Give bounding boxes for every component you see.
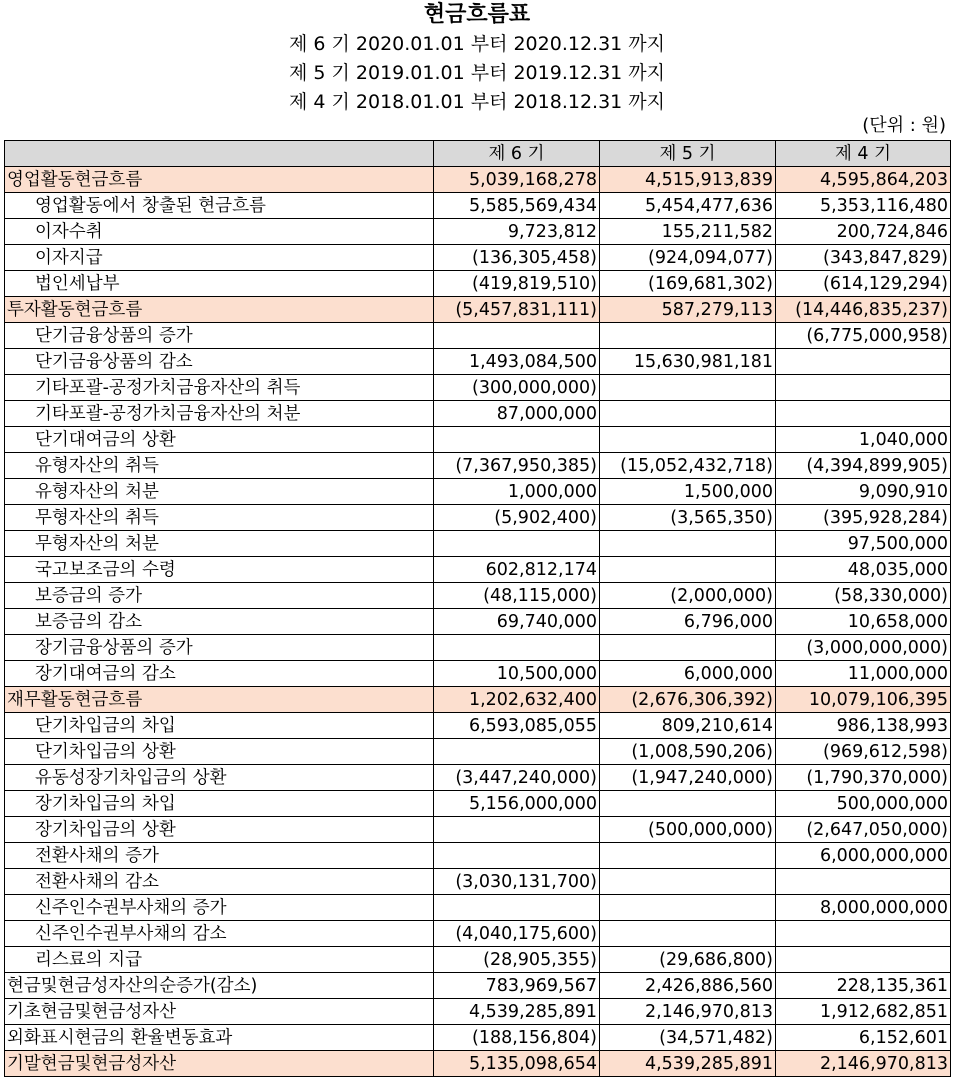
value-period-5: 2,426,886,560 — [600, 973, 776, 999]
value-period-4: 11,000,000 — [776, 661, 951, 687]
value-period-4: 6,000,000,000 — [776, 843, 951, 869]
value-period-5 — [600, 323, 776, 349]
value-period-5: 4,515,913,839 — [600, 167, 776, 193]
row-label: 리스료의 지급 — [5, 947, 434, 973]
value-period-6 — [434, 817, 600, 843]
row-label: 단기차입금의 차입 — [5, 713, 434, 739]
table-row — [5, 739, 951, 765]
value-period-5: (924,094,077) — [600, 245, 776, 271]
table-row — [5, 349, 951, 375]
value-period-6: 5,135,098,654 — [434, 1051, 600, 1077]
row-label: 신주인수권부사채의 증가 — [5, 895, 434, 921]
value-period-4: (4,394,899,905) — [776, 453, 951, 479]
row-label: 유동성장기차입금의 상환 — [5, 765, 434, 791]
table-row — [5, 921, 951, 947]
table-row — [5, 869, 951, 895]
value-period-5: 15,630,981,181 — [600, 349, 776, 375]
table-row — [5, 193, 951, 219]
value-period-5: (2,676,306,392) — [600, 687, 776, 713]
value-period-6: (188,156,804) — [434, 1025, 600, 1051]
table-body — [5, 167, 951, 1077]
value-period-5: (169,681,302) — [600, 271, 776, 297]
value-period-6: 5,585,569,434 — [434, 193, 600, 219]
value-period-4 — [776, 947, 951, 973]
value-period-5: 4,539,285,891 — [600, 1051, 776, 1077]
row-label: 단기금융상품의 감소 — [5, 349, 434, 375]
value-period-5 — [600, 869, 776, 895]
header-period-4: 제 4 기 — [776, 141, 951, 167]
value-period-4: 8,000,000,000 — [776, 895, 951, 921]
row-label: 기초현금및현금성자산 — [5, 999, 434, 1025]
row-label: 장기차입금의 차입 — [5, 791, 434, 817]
value-period-6: (3,030,131,700) — [434, 869, 600, 895]
value-period-6: 4,539,285,891 — [434, 999, 600, 1025]
value-period-4: 5,353,116,480 — [776, 193, 951, 219]
table-row — [5, 661, 951, 687]
value-period-4: (395,928,284) — [776, 505, 951, 531]
row-label: 이자수취 — [5, 219, 434, 245]
value-period-6: (5,457,831,111) — [434, 297, 600, 323]
value-period-4: 500,000,000 — [776, 791, 951, 817]
value-period-5: (1,008,590,206) — [600, 739, 776, 765]
value-period-4: 1,040,000 — [776, 427, 951, 453]
table-row — [5, 401, 951, 427]
value-period-4 — [776, 869, 951, 895]
table-row — [5, 583, 951, 609]
value-period-4: 10,658,000 — [776, 609, 951, 635]
table-row — [5, 557, 951, 583]
value-period-5: 5,454,477,636 — [600, 193, 776, 219]
header-period-6: 제 6 기 — [434, 141, 600, 167]
value-period-5: 809,210,614 — [600, 713, 776, 739]
value-period-5: 1,500,000 — [600, 479, 776, 505]
value-period-4: (6,775,000,958) — [776, 323, 951, 349]
value-period-5: (2,000,000) — [600, 583, 776, 609]
value-period-6: 783,969,567 — [434, 973, 600, 999]
value-period-6 — [434, 427, 600, 453]
value-period-5 — [600, 557, 776, 583]
value-period-4: (58,330,000) — [776, 583, 951, 609]
row-label: 전환사채의 증가 — [5, 843, 434, 869]
table-row — [5, 297, 951, 323]
row-label: 기말현금및현금성자산 — [5, 1051, 434, 1077]
row-label: 무형자산의 처분 — [5, 531, 434, 557]
value-period-5: 2,146,970,813 — [600, 999, 776, 1025]
value-period-6 — [434, 843, 600, 869]
report-title: 현금흐름표 — [423, 2, 531, 27]
unit-label: (단위 : 원) — [862, 115, 946, 136]
value-period-4: (2,647,050,000) — [776, 817, 951, 843]
table-row — [5, 219, 951, 245]
row-label: 이자지급 — [5, 245, 434, 271]
value-period-6 — [434, 323, 600, 349]
table-row — [5, 505, 951, 531]
row-label: 단기대여금의 상환 — [5, 427, 434, 453]
value-period-6: (300,000,000) — [434, 375, 600, 401]
value-period-6: (5,902,400) — [434, 505, 600, 531]
value-period-5: 6,796,000 — [600, 609, 776, 635]
row-label: 무형자산의 취득 — [5, 505, 434, 531]
value-period-4: 2,146,970,813 — [776, 1051, 951, 1077]
value-period-5 — [600, 791, 776, 817]
table-row — [5, 323, 951, 349]
table-row — [5, 427, 951, 453]
table-row — [5, 271, 951, 297]
row-label: 단기금융상품의 증가 — [5, 323, 434, 349]
row-label: 외화표시현금의 환율변동효과 — [5, 1025, 434, 1051]
value-period-6: 87,000,000 — [434, 401, 600, 427]
table-row — [5, 531, 951, 557]
value-period-4: (343,847,829) — [776, 245, 951, 271]
value-period-4: 48,035,000 — [776, 557, 951, 583]
value-period-5 — [600, 531, 776, 557]
value-period-4: (3,000,000,000) — [776, 635, 951, 661]
value-period-6: 1,000,000 — [434, 479, 600, 505]
value-period-5: (3,565,350) — [600, 505, 776, 531]
header-period-5: 제 5 기 — [600, 141, 776, 167]
value-period-6 — [434, 531, 600, 557]
value-period-4: 228,135,361 — [776, 973, 951, 999]
row-label: 유형자산의 취득 — [5, 453, 434, 479]
table-row — [5, 999, 951, 1025]
value-period-5: (1,947,240,000) — [600, 765, 776, 791]
value-period-6: 1,493,084,500 — [434, 349, 600, 375]
row-label: 유형자산의 처분 — [5, 479, 434, 505]
row-label: 기타포괄-공정가치금융자산의 처분 — [5, 401, 434, 427]
row-label: 국고보조금의 수령 — [5, 557, 434, 583]
value-period-5: (34,571,482) — [600, 1025, 776, 1051]
cash-flow-table — [4, 140, 951, 1077]
value-period-5 — [600, 375, 776, 401]
value-period-5: 155,211,582 — [600, 219, 776, 245]
value-period-6: (419,819,510) — [434, 271, 600, 297]
row-label: 투자활동현금흐름 — [5, 297, 434, 323]
value-period-4: (614,129,294) — [776, 271, 951, 297]
table-row — [5, 167, 951, 193]
table-row — [5, 687, 951, 713]
table-row — [5, 1051, 951, 1077]
value-period-4: (969,612,598) — [776, 739, 951, 765]
row-label: 영업활동에서 창출된 현금흐름 — [5, 193, 434, 219]
table-row — [5, 843, 951, 869]
table-row — [5, 765, 951, 791]
row-label: 영업활동현금흐름 — [5, 167, 434, 193]
row-label: 단기차입금의 상환 — [5, 739, 434, 765]
table-row — [5, 713, 951, 739]
value-period-6: 1,202,632,400 — [434, 687, 600, 713]
value-period-6: 9,723,812 — [434, 219, 600, 245]
value-period-6 — [434, 739, 600, 765]
table-row — [5, 609, 951, 635]
value-period-4: 97,500,000 — [776, 531, 951, 557]
table-row — [5, 791, 951, 817]
row-label: 장기금융상품의 증가 — [5, 635, 434, 661]
value-period-5: 6,000,000 — [600, 661, 776, 687]
row-label: 장기대여금의 감소 — [5, 661, 434, 687]
value-period-5: 587,279,113 — [600, 297, 776, 323]
value-period-4: 6,152,601 — [776, 1025, 951, 1051]
value-period-5 — [600, 921, 776, 947]
value-period-6: 69,740,000 — [434, 609, 600, 635]
value-period-4: 9,090,910 — [776, 479, 951, 505]
table-row — [5, 895, 951, 921]
value-period-6 — [434, 635, 600, 661]
header-account — [5, 141, 434, 167]
row-label: 신주인수권부사채의 감소 — [5, 921, 434, 947]
value-period-6: 6,593,085,055 — [434, 713, 600, 739]
value-period-5: (15,052,432,718) — [600, 453, 776, 479]
value-period-4 — [776, 921, 951, 947]
period-line-6: 제 6 기 2020.01.01 부터 2020.12.31 까지 — [288, 33, 666, 55]
value-period-5 — [600, 635, 776, 661]
table-row — [5, 1025, 951, 1051]
table-row — [5, 479, 951, 505]
value-period-4: (14,446,835,237) — [776, 297, 951, 323]
value-period-5 — [600, 427, 776, 453]
value-period-6: 10,500,000 — [434, 661, 600, 687]
row-label: 보증금의 감소 — [5, 609, 434, 635]
value-period-4: 1,912,682,851 — [776, 999, 951, 1025]
value-period-5 — [600, 895, 776, 921]
value-period-6 — [434, 895, 600, 921]
period-line-5: 제 5 기 2019.01.01 부터 2019.12.31 까지 — [288, 62, 666, 84]
value-period-4 — [776, 401, 951, 427]
value-period-6: 602,812,174 — [434, 557, 600, 583]
value-period-4: 4,595,864,203 — [776, 167, 951, 193]
value-period-5 — [600, 843, 776, 869]
value-period-6: 5,156,000,000 — [434, 791, 600, 817]
row-label: 보증금의 증가 — [5, 583, 434, 609]
table-row — [5, 375, 951, 401]
report-header — [0, 0, 954, 117]
table-row — [5, 973, 951, 999]
row-label: 법인세납부 — [5, 271, 434, 297]
row-label: 장기차입금의 상환 — [5, 817, 434, 843]
value-period-6: (28,905,355) — [434, 947, 600, 973]
row-label: 기타포괄-공정가치금융자산의 취득 — [5, 375, 434, 401]
value-period-6: 5,039,168,278 — [434, 167, 600, 193]
row-label: 전환사채의 감소 — [5, 869, 434, 895]
value-period-5: (29,686,800) — [600, 947, 776, 973]
value-period-6: (7,367,950,385) — [434, 453, 600, 479]
table-row — [5, 635, 951, 661]
value-period-5: (500,000,000) — [600, 817, 776, 843]
table-row — [5, 245, 951, 271]
table-header-row — [5, 141, 951, 167]
value-period-6: (3,447,240,000) — [434, 765, 600, 791]
value-period-6: (136,305,458) — [434, 245, 600, 271]
period-line-4: 제 4 기 2018.01.01 부터 2018.12.31 까지 — [288, 91, 666, 113]
table-row — [5, 817, 951, 843]
value-period-4 — [776, 375, 951, 401]
table-row — [5, 947, 951, 973]
value-period-4 — [776, 349, 951, 375]
row-label: 재무활동현금흐름 — [5, 687, 434, 713]
value-period-5 — [600, 401, 776, 427]
table-row — [5, 453, 951, 479]
row-label: 현금및현금성자산의순증가(감소) — [5, 973, 434, 999]
value-period-4: 200,724,846 — [776, 219, 951, 245]
value-period-4: 10,079,106,395 — [776, 687, 951, 713]
value-period-6: (4,040,175,600) — [434, 921, 600, 947]
value-period-4: (1,790,370,000) — [776, 765, 951, 791]
value-period-6: (48,115,000) — [434, 583, 600, 609]
value-period-4: 986,138,993 — [776, 713, 951, 739]
